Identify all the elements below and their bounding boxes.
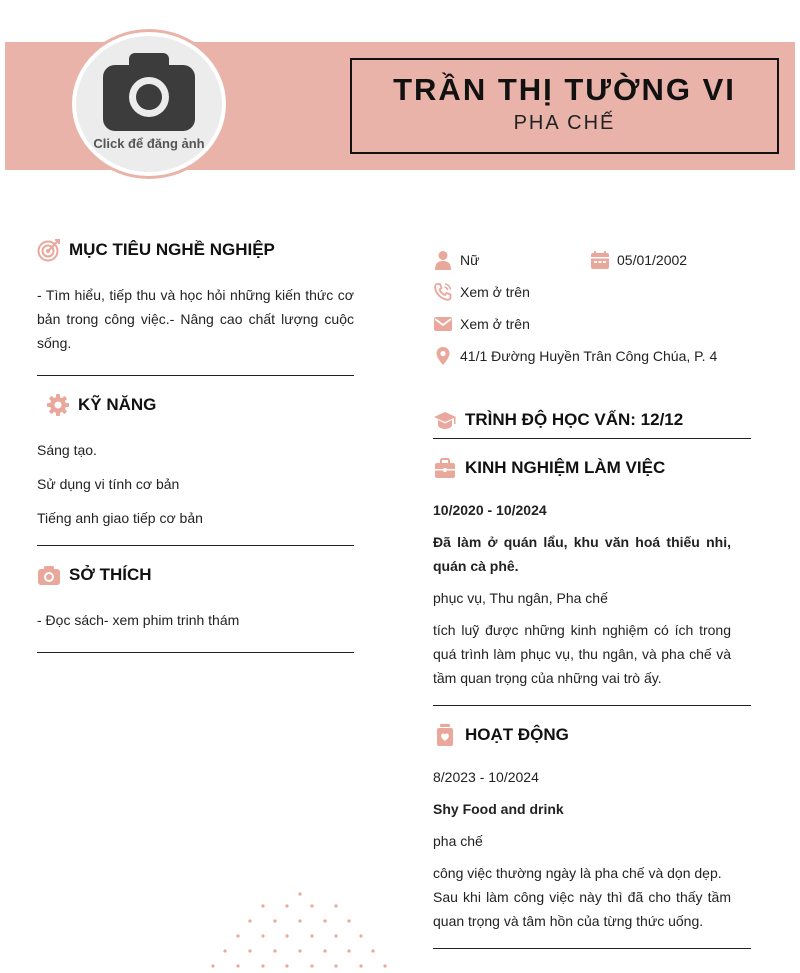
- skill-item: Sáng tạo.: [37, 442, 97, 458]
- divider: [37, 375, 354, 376]
- activities-header: [433, 723, 569, 747]
- mail-icon: [433, 314, 453, 334]
- gender-value: Nữ: [460, 252, 480, 268]
- divider: [37, 652, 354, 653]
- experience-description: tích luỹ được những kinh nghiệm có ích trong quá trình làm phục vụ, thu ngân, và pha chế và tầm quan trọng của những vai trò ấy.: [433, 622, 731, 686]
- objective-header: [37, 238, 275, 262]
- address-value: 41/1 Đường Huyền Trân Công Chúa, P. 4: [460, 348, 718, 364]
- divider: [37, 545, 354, 546]
- hobbies-header: [37, 563, 152, 587]
- skills-header: [46, 393, 156, 417]
- email-row: [433, 314, 530, 334]
- activity-description: công việc thường ngày là pha chế và dọn dẹp.: [433, 865, 722, 881]
- activity-description: Sau khi làm công việc này thì đã cho thấy tầm quan trọng và tâm hồn của từng thức uống.: [433, 889, 731, 929]
- experience-role: phục vụ, Thu ngân, Pha chế: [433, 590, 608, 606]
- decorative-dots: [205, 890, 395, 973]
- divider: [433, 438, 751, 439]
- education-header: [433, 408, 683, 432]
- email-value: Xem ở trên: [460, 316, 530, 332]
- camera-icon: [37, 563, 61, 587]
- experience-company: Đã làm ở quán lẩu, khu văn hoá thiếu nhi, quán cà phê.: [433, 534, 731, 574]
- divider: [433, 705, 751, 706]
- divider: [433, 948, 751, 949]
- experience-title: KINH NGHIỆM LÀM VIỆC: [465, 458, 666, 477]
- calendar-icon: [590, 250, 610, 270]
- skill-item: Tiếng anh giao tiếp cơ bản: [37, 510, 203, 526]
- graduation-cap-icon: [433, 408, 457, 432]
- activity-heart-icon: [433, 723, 457, 747]
- phone-row: [433, 282, 530, 302]
- target-icon: [37, 238, 61, 262]
- skill-item: Sử dụng vi tính cơ bản: [37, 476, 180, 492]
- gear-icon: [46, 393, 70, 417]
- experience-period: 10/2020 - 10/2024: [433, 502, 547, 518]
- name-box: [350, 58, 779, 154]
- education-title: TRÌNH ĐỘ HỌC VẤN: 12/12: [465, 410, 684, 429]
- full-name: TRẦN THỊ TƯỜNG VI: [393, 72, 736, 107]
- person-icon: [433, 250, 453, 270]
- avatar-upload[interactable]: [69, 29, 229, 179]
- gender-row: [433, 250, 479, 270]
- objective-title: MỤC TIÊU NGHỀ NGHIỆP: [69, 240, 275, 259]
- activity-period: 8/2023 - 10/2024: [433, 769, 539, 785]
- experience-header: [433, 456, 665, 480]
- phone-icon: [433, 282, 453, 302]
- camera-icon: [103, 51, 195, 133]
- location-pin-icon: [433, 346, 453, 366]
- activity-role: pha chế: [433, 833, 483, 849]
- birthday-row: [590, 250, 687, 270]
- hobbies-title: SỞ THÍCH: [69, 565, 152, 584]
- skills-title: KỸ NĂNG: [78, 395, 157, 414]
- birthday-value: 05/01/2002: [617, 252, 688, 268]
- hobbies-text: - Đọc sách- xem phim trinh thám: [37, 612, 240, 628]
- activities-title: HOẠT ĐỘNG: [465, 725, 569, 744]
- briefcase-icon: [433, 456, 457, 480]
- address-row: [433, 346, 717, 366]
- avatar-upload-label: Click để đăng ảnh: [93, 136, 205, 151]
- phone-value: Xem ở trên: [460, 284, 530, 300]
- activity-organization: Shy Food and drink: [433, 801, 564, 817]
- job-position: PHA CHẾ: [513, 112, 616, 134]
- objective-text: - Tìm hiểu, tiếp thu và học hỏi những kiến thức cơ bản trong công việc.- Nâng cao chất lượng cuộc sống.: [37, 287, 354, 351]
